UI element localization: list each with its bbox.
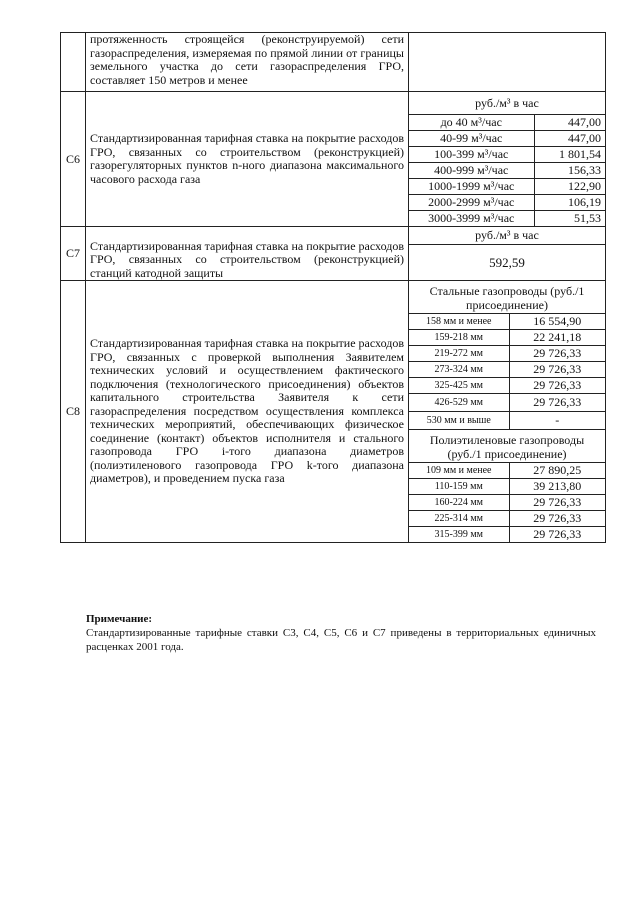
steel-range: 325-425 мм (409, 378, 509, 394)
c6-range: 2000-2999 м³/час (409, 195, 534, 211)
steel-range: 426-529 мм (409, 394, 509, 412)
steel-range: 158 мм и менее (409, 314, 509, 330)
c7-rate-table (409, 227, 605, 280)
footnote-heading: Примечание: (86, 613, 153, 625)
c6-value: 106,19 (534, 195, 605, 211)
c6-value: 447,00 (534, 131, 605, 147)
table-row-c8 (61, 281, 606, 543)
table-row (409, 527, 605, 543)
poly-range: 109 мм и менее (409, 463, 509, 479)
steel-value: - (509, 412, 605, 430)
steel-value: 22 241,18 (509, 330, 605, 346)
c8-rates-table (409, 281, 605, 542)
table-row (409, 211, 605, 227)
steel-value: 29 726,33 (509, 362, 605, 378)
c6-range: 1000-1999 м³/час (409, 179, 534, 195)
c7-unit-header: руб./м³ в час (409, 227, 605, 245)
table-row (409, 463, 605, 479)
row-description-c6: Стандартизированная тарифная ставка на покрытие расходов ГРО, связанных со строительством (реконструкцией) газорегуляторных пунктов n-ного диапазона максимального часового расхода газа (86, 92, 409, 227)
c6-unit-header: руб./м³ в час (409, 92, 605, 115)
poly-value: 27 890,25 (509, 463, 605, 479)
tariff-table (60, 32, 606, 543)
poly-range: 110-159 мм (409, 479, 509, 495)
c6-rates-table (409, 92, 605, 226)
table-row (409, 495, 605, 511)
table-row (409, 378, 605, 394)
steel-value: 29 726,33 (509, 346, 605, 362)
footnote-text: Стандартизированные тарифные ставки С3, С4, С5, С6 и С7 приведены в территориальных единичных расценках 2001 года. (86, 627, 596, 653)
row-description-c7: Стандартизированная тарифная ставка на покрытие расходов ГРО, связанных со строительством (реконструкцией) станций катодной защиты (86, 227, 409, 281)
table-row (409, 511, 605, 527)
c6-range: 400-999 м³/час (409, 163, 534, 179)
c8-steel-header: Стальные газопроводы (руб./1 присоединение) (409, 281, 605, 314)
row-values-c6 (409, 92, 606, 227)
row-values-c7 (409, 227, 606, 281)
row-code-c6: С6 (61, 92, 86, 227)
c6-value: 447,00 (534, 115, 605, 131)
table-row (409, 330, 605, 346)
footnote (86, 612, 596, 654)
steel-value: 16 554,90 (509, 314, 605, 330)
steel-value: 29 726,33 (509, 394, 605, 412)
c6-value: 122,90 (534, 179, 605, 195)
table-row-c7 (61, 227, 606, 281)
table-row (409, 115, 605, 131)
row-code-c8: С8 (61, 281, 86, 543)
steel-value: 29 726,33 (509, 378, 605, 394)
row-values-empty (409, 33, 606, 92)
steel-range: 159-218 мм (409, 330, 509, 346)
poly-value: 29 726,33 (509, 495, 605, 511)
c6-value: 1 801,54 (534, 147, 605, 163)
c6-value: 156,33 (534, 163, 605, 179)
c6-range: 40-99 м³/час (409, 131, 534, 147)
row-code-c7: С7 (61, 227, 86, 281)
c7-value: 592,59 (409, 245, 605, 281)
table-row (409, 394, 605, 412)
poly-range: 315-399 мм (409, 527, 509, 543)
steel-range: 219-272 мм (409, 346, 509, 362)
c8-poly-header: Полиэтиленовые газопроводы (руб./1 присоединение) (409, 430, 605, 463)
poly-value: 39 213,80 (509, 479, 605, 495)
table-row (409, 195, 605, 211)
c6-range: до 40 м³/час (409, 115, 534, 131)
steel-range: 530 мм и выше (409, 412, 509, 430)
table-row (409, 362, 605, 378)
row-values-c8 (409, 281, 606, 543)
row-description: протяженность строящейся (реконструируемой) сети газораспределения, измеряемая по прямой линии от границы земельного участка до сети газораспределения ГРО, составляет 150 метров и менее (86, 33, 409, 92)
c6-range: 3000-3999 м³/час (409, 211, 534, 227)
poly-range: 160-224 мм (409, 495, 509, 511)
table-row (409, 179, 605, 195)
table-row (409, 346, 605, 362)
table-row (409, 314, 605, 330)
table-row-continuation (61, 33, 606, 92)
table-row (409, 479, 605, 495)
poly-value: 29 726,33 (509, 527, 605, 543)
c6-value: 51,53 (534, 211, 605, 227)
table-row (409, 163, 605, 179)
poly-value: 29 726,33 (509, 511, 605, 527)
table-row-c6 (61, 92, 606, 227)
steel-range: 273-324 мм (409, 362, 509, 378)
c6-range: 100-399 м³/час (409, 147, 534, 163)
table-row (409, 412, 605, 430)
row-description-c8: Стандартизированная тарифная ставка на покрытие расходов ГРО, связанных с проверкой выполнения Заявителем технических условий и осуществлением фактического подключения (технологического присоединения) объектов капитального строительства Заявителя к сети газораспределения посредством осуществления комплекса технических мероприятий, обеспечивающих физическое соединение (контакт) объектов исполнителя и стального газопровода ГРО i-того диапазона диаметров (полиэтиленового газопровода ГРО k-того диапазона диаметров), и проведением пуска газа (86, 281, 409, 543)
poly-range: 225-314 мм (409, 511, 509, 527)
table-row (409, 147, 605, 163)
table-row (409, 131, 605, 147)
row-code (61, 33, 86, 92)
